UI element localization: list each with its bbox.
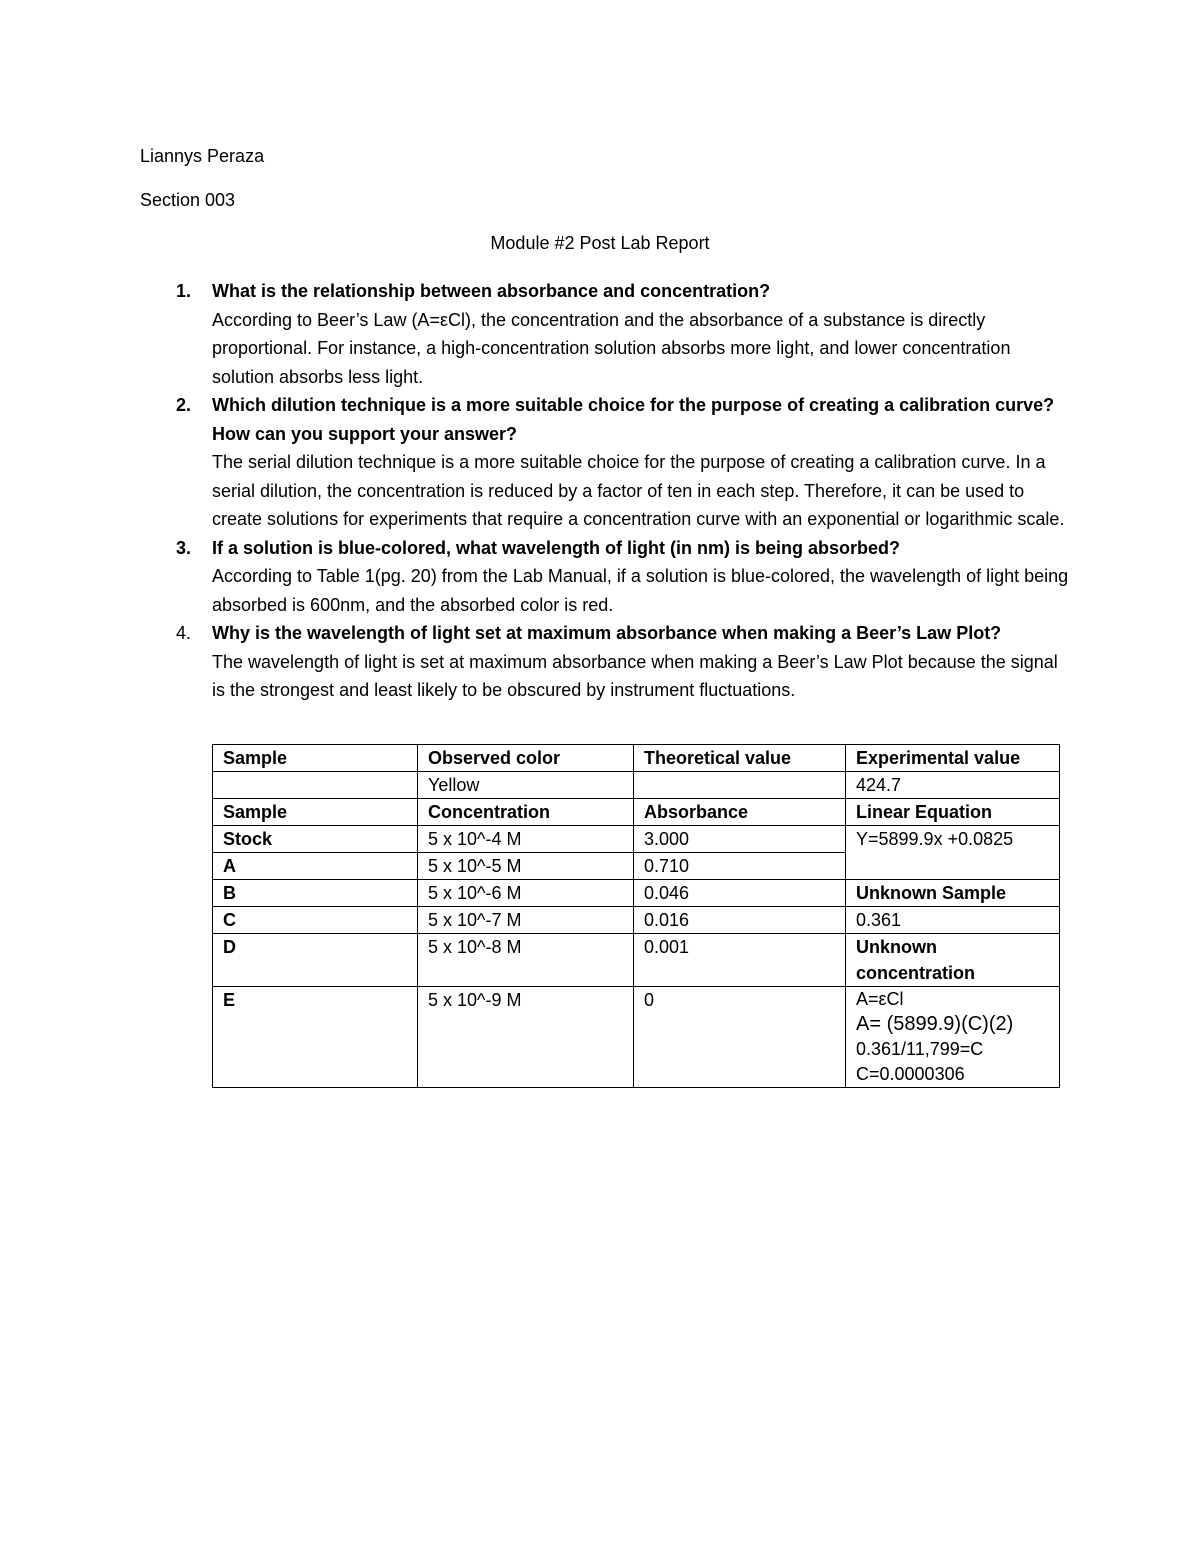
table-row xyxy=(213,907,1060,934)
header-cell: Concentration xyxy=(418,799,634,826)
concentration-cell: 5 x 10^-6 M xyxy=(418,880,634,907)
results-table xyxy=(212,744,1060,1088)
header-cell: Experimental value xyxy=(846,745,1060,772)
table-header-row xyxy=(213,745,1060,772)
sample-name-cell: C xyxy=(213,907,418,934)
answer-text: According to Table 1(pg. 20) from the Lab Manual, if a solution is blue-colored, the wavelength of light being absorbed is 600nm, and the absorbed color is red. xyxy=(212,566,1069,615)
table-row xyxy=(213,987,1060,1088)
header-cell: Observed color xyxy=(418,745,634,772)
sample-name-cell: B xyxy=(213,880,418,907)
unknown-concentration-label: Unknown concentration xyxy=(846,934,1060,987)
concentration-cell: 5 x 10^-8 M xyxy=(418,934,634,987)
table-cell xyxy=(213,772,418,799)
sample-name-cell: E xyxy=(213,987,418,1088)
absorbance-cell: 0 xyxy=(634,987,846,1088)
unknown-sample-value: 0.361 xyxy=(846,907,1060,934)
table-row xyxy=(213,934,1060,987)
question-item-2 xyxy=(172,391,1072,534)
table-cell xyxy=(634,772,846,799)
header-cell: Theoretical value xyxy=(634,745,846,772)
concentration-cell: 5 x 10^-5 M xyxy=(418,853,634,880)
header-cell: Linear Equation xyxy=(846,799,1060,826)
absorbance-cell: 0.710 xyxy=(634,853,846,880)
calc-line: A=εCl xyxy=(856,989,904,1009)
question-number: 2. xyxy=(176,395,192,415)
sample-name-cell: D xyxy=(213,934,418,987)
question-number: 4. xyxy=(176,623,192,643)
author-name: Liannys Peraza xyxy=(140,146,265,166)
question-number: 1. xyxy=(176,281,192,301)
concentration-cell: 5 x 10^-4 M xyxy=(418,826,634,853)
concentration-cell: 5 x 10^-9 M xyxy=(418,987,634,1088)
answer-text: The wavelength of light is set at maximum absorbance when making a Beer’s Law Plot because the signal is the strongest and least likely to be obscured by instrument fluctuations. xyxy=(212,651,1058,700)
question-item-4 xyxy=(172,619,1072,705)
table-header-row xyxy=(213,799,1060,826)
concentration-cell: 5 x 10^-7 M xyxy=(418,907,634,934)
question-text: What is the relationship between absorbance and concentration? xyxy=(212,281,771,301)
table-cell: Yellow xyxy=(418,772,634,799)
linear-equation-cell: Y=5899.9x +0.0825 xyxy=(846,826,1060,880)
absorbance-cell: 0.001 xyxy=(634,934,846,987)
calculation-cell xyxy=(846,987,1060,1088)
question-number: 3. xyxy=(176,537,192,558)
answer-text: According to Beer’s Law (A=εCl), the concentration and the absorbance of a substance is directly proportional. For instance, a high-concentration solution absorbs more light, and lower concentration solution absorbs less light. xyxy=(212,309,1011,387)
table-row xyxy=(213,880,1060,907)
sample-name-cell: Stock xyxy=(213,826,418,853)
answer-text: The serial dilution technique is a more suitable choice for the purpose of creating a calibration curve. In a serial dilution, the concentration is reduced by a factor of ten in each step. Therefore, it can be used to create solutions for experiments that require a concentration curve with an exponential or logarithmic scale. xyxy=(212,452,1065,529)
absorbance-cell: 3.000 xyxy=(634,826,846,853)
header-cell: Sample xyxy=(213,745,418,772)
table-cell: 424.7 xyxy=(846,772,1060,799)
table-row xyxy=(213,772,1060,799)
question-text: Which dilution technique is a more suitable choice for the purpose of creating a calibration curve? How can you support your answer? xyxy=(212,395,1055,444)
calc-line: A= (5899.9)(C)(2) xyxy=(856,1013,1014,1035)
sample-name-cell: A xyxy=(213,853,418,880)
question-text: Why is the wavelength of light set at maximum absorbance when making a Beer’s Law Plot? xyxy=(212,623,1002,643)
calc-line: 0.361/11,799=C xyxy=(856,1039,984,1059)
absorbance-cell: 0.046 xyxy=(634,880,846,907)
absorbance-cell: 0.016 xyxy=(634,907,846,934)
table-row xyxy=(213,826,1060,853)
question-item-1 xyxy=(172,277,1072,391)
question-item-3 xyxy=(172,534,1072,620)
section-number: Section 003 xyxy=(140,190,236,210)
calc-line: C=0.0000306 xyxy=(856,1064,965,1084)
report-title: Module #2 Post Lab Report xyxy=(490,233,710,253)
question-list xyxy=(172,277,1072,705)
header-cell: Absorbance xyxy=(634,799,846,826)
question-text: If a solution is blue-colored, what wavelength of light (in nm) is being absorbed? xyxy=(212,537,901,558)
header-cell: Sample xyxy=(213,799,418,826)
unknown-sample-label: Unknown Sample xyxy=(846,880,1060,907)
